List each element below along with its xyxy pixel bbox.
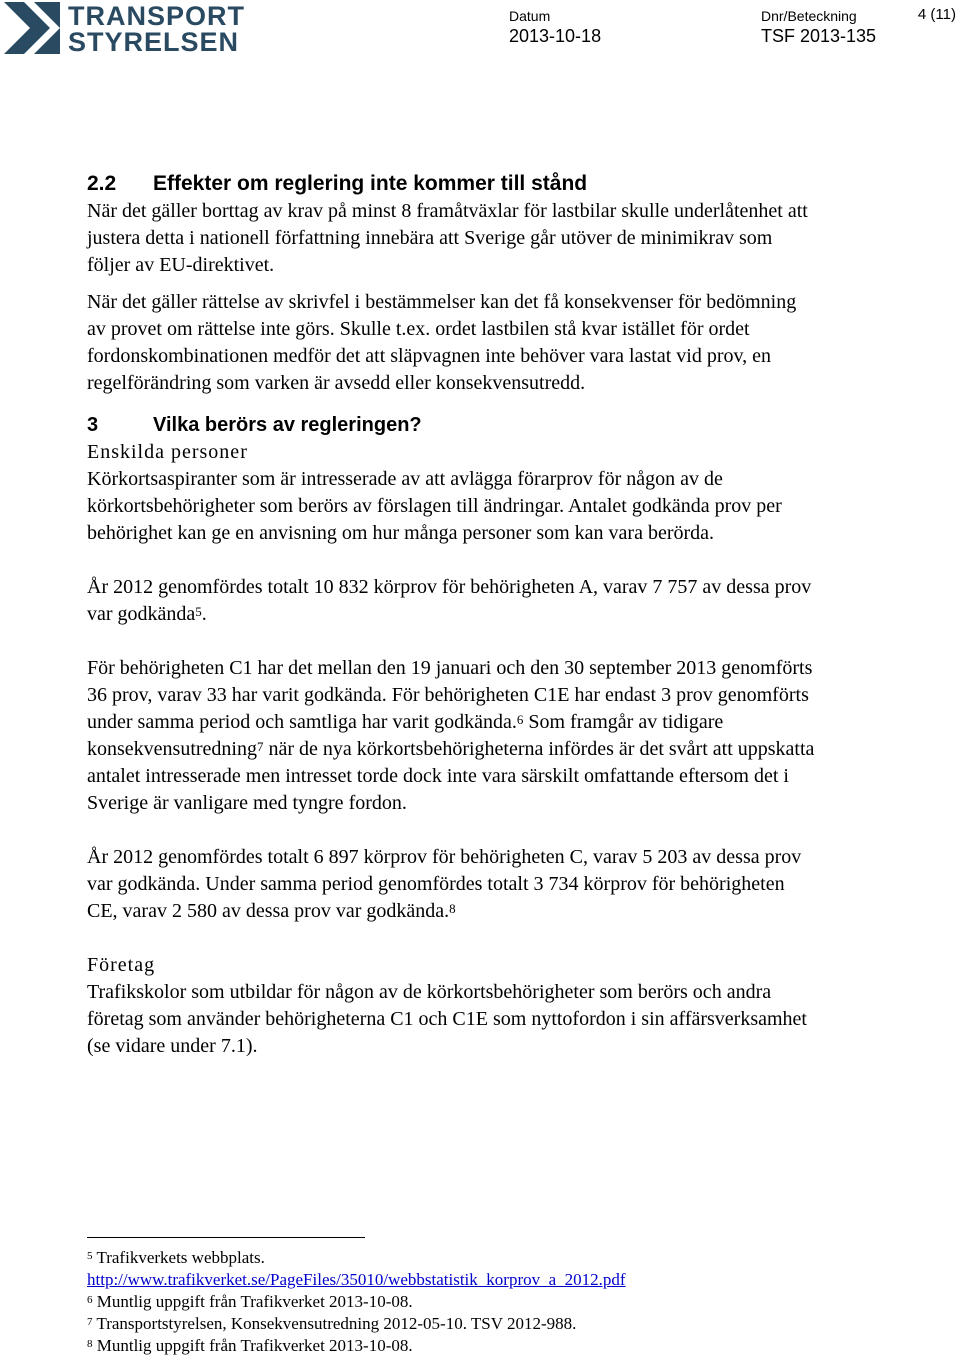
- document-body: [87, 170, 817, 1060]
- subheading-private-persons: Enskilda personer: [87, 441, 248, 463]
- paragraph: Trafikskolor som utbildar för någon av de körkortsbehörigheter som berörs och andra företag som använder behörigheterna C1 och C1E som nyttofordon i sin affärsverksamhet (se vidare under 7.1).: [87, 981, 807, 1057]
- reference-label: Dnr/Beteckning: [761, 8, 857, 24]
- transportstyrelsen-logo: [4, 1, 245, 57]
- footnote-8: $^8$ Muntlig uppgift från Trafikverket 2013-10-08.: [87, 1336, 413, 1355]
- page-number: 4 (11): [917, 6, 956, 23]
- paragraph: År 2012 genomfördes totalt 6 897 körprov för behörigheten C, varav 5 203 av dessa prov var godkända. Under samma period genomfördes totalt 3 734 körprov för behörigheten CE, varav 2 580 av dessa prov var godkända.$^8$: [87, 846, 802, 922]
- footnote-5: $^5$ Trafikverkets webbplats.: [87, 1248, 265, 1267]
- paragraph: År 2012 genomfördes totalt 10 832 körprov för behörigheten A, varav 7 757 av dessa prov var godkända$^5$.: [87, 576, 812, 625]
- footnote-divider: [87, 1237, 365, 1238]
- logo-text-line1: TRANSPORT: [68, 1, 245, 31]
- footnote-7: $^7$ Transportstyrelsen, Konsekvensutredning 2012-05-10. TSV 2012-988.: [87, 1314, 577, 1333]
- section-title: Effekter om reglering inte kommer till stånd: [153, 172, 588, 195]
- footnote-ref[interactable]: 5: [195, 604, 202, 619]
- footnotes: [87, 1247, 887, 1357]
- footnote-6: $^6$ Muntlig uppgift från Trafikverket 2013-10-08.: [87, 1292, 413, 1311]
- footnote-5-link-line: [87, 1269, 887, 1291]
- footnote-ref[interactable]: 6: [516, 712, 524, 727]
- paragraph: För behörigheten C1 har det mellan den 19 januari och den 30 september 2013 genomförts 36 prov, varav 33 har varit godkända. För behörigheten C1E har endast 3 prov genomförts under samma period och samtliga har varit godkända.$^6$ Som framgår av tidigare konsekvensutredning$^7$ när de nya körkortsbehörigheterna infördes är det svårt att uppskatta antalet intresserade men intresset torde dock inte vara särskilt omfattande eftersom det i Sverige är vanligare med tyngre fordon.: [87, 657, 815, 814]
- logo-text-line2: STYRELSEN: [68, 27, 240, 57]
- footnote-ref[interactable]: 8: [449, 901, 456, 916]
- footnote-link[interactable]: http://www.trafikverket.se/PageFiles/35010/webbstatistik_korprov_a_2012.pdf: [87, 1270, 626, 1289]
- paragraph: När det gäller rättelse av skrivfel i bestämmelser kan det få konsekvenser för bedömning av provet om rättelse inte görs. Skulle t.ex. ordet lastbilen stå kvar istället för ordet fordonskombinationen medför det att släpvagnen inte behöver vara lastat vid prov, en regelförändring som varken är avsedd eller konsekvensutredd.: [87, 291, 797, 394]
- paragraph: Körkortsaspiranter som är intresserade av att avlägga förarprov för någon av de körkortsbehörigheter som berörs av förslagen till ändringar. Antalet godkända prov per behörighet kan ge en anvisning om hur många personer som kan vara berörda.: [87, 468, 782, 544]
- date-label: Datum: [509, 8, 551, 24]
- section-heading-3: [87, 411, 817, 439]
- section-heading-2-2: [87, 170, 817, 198]
- section-number: 3: [87, 414, 99, 436]
- section-title: Vilka berörs av regleringen?: [153, 414, 422, 436]
- logo-mark-icon: [4, 2, 60, 54]
- reference-value: TSF 2013-135: [761, 26, 877, 46]
- paragraph: När det gäller borttag av krav på minst 8 framåtväxlar för lastbilar skulle underlåtenhet att justera detta i nationell författning innebära att Sverige går utöver de minimikrav som följer av EU-direktivet.: [87, 200, 808, 276]
- subheading-companies: Företag: [87, 954, 156, 976]
- date-value: 2013-10-18: [509, 26, 602, 46]
- footnote-ref[interactable]: 7: [256, 739, 264, 754]
- section-number: 2.2: [87, 172, 117, 195]
